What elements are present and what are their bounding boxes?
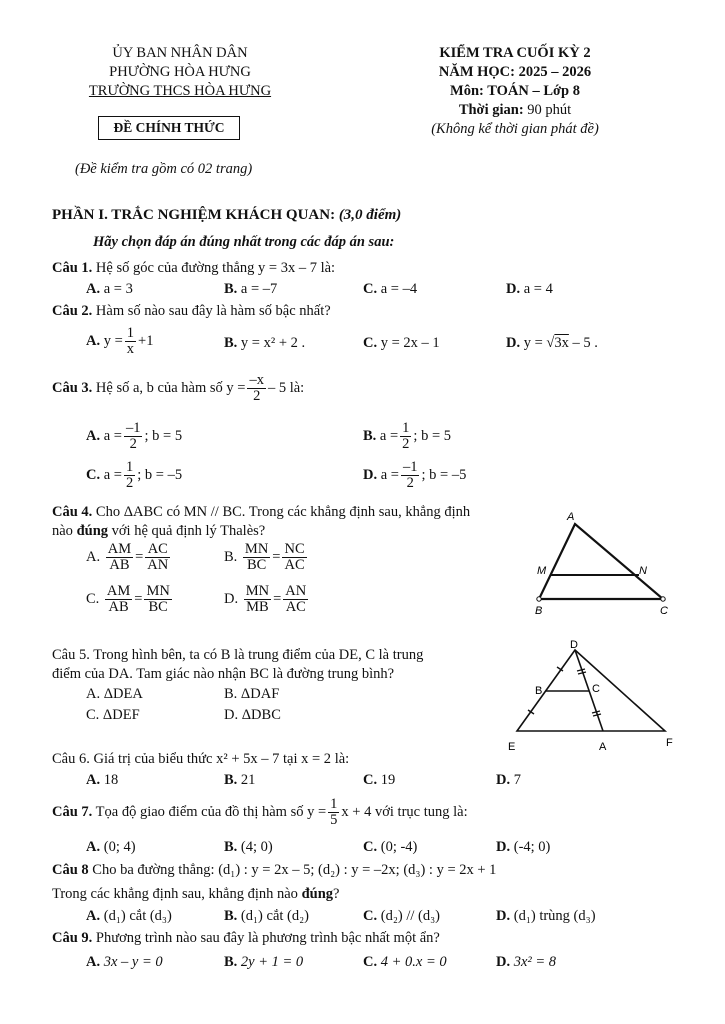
q9-option-a[interactable]: A. 3x – y = 0	[86, 954, 163, 970]
q8-option-d[interactable]: D. (d₁) trùng (d₃)	[496, 908, 596, 924]
q9-stem: Câu 9. Phương trình nào sau đây là phương trình bậc nhất một ẩn?	[52, 930, 440, 946]
tick-dc-1	[577, 669, 585, 671]
label-d: D	[570, 640, 578, 651]
q6-option-d[interactable]: D. 7	[496, 772, 521, 788]
authority-line-2: PHƯỜNG HÒA HƯNG	[109, 64, 251, 80]
label-c: C	[660, 605, 668, 617]
pages-note: (Đề kiểm tra gồm có 02 trang)	[75, 161, 253, 177]
label-a: A	[567, 511, 575, 523]
q3-stem: Câu 3. Hệ số a, b của hàm số y = $\frac{-x}{2}$ – 5 là:	[52, 372, 305, 405]
q1-option-d[interactable]: D. a = 4	[506, 281, 553, 297]
q3-option-a[interactable]: A. a = $\frac{-1}{2}$ ; b = 5	[86, 420, 183, 453]
q1-option-c[interactable]: C. a = –4	[363, 281, 418, 297]
q3-option-b[interactable]: B. a = $\frac{1}{2}$ ; b = 5	[363, 420, 452, 453]
q4-triangle-figure	[525, 506, 685, 626]
label-e: E	[508, 741, 516, 753]
part1-title: PHẦN I. TRẮC NGHIỆM KHÁCH QUAN: (3,0 điểm)	[52, 207, 402, 223]
q5-option-b[interactable]: B. ΔDAF	[224, 686, 280, 702]
label-m: M	[537, 565, 547, 577]
label-b: B	[535, 685, 543, 697]
q1-stem: Câu 1. Hệ số góc của đường thẳng y = 3x – 7 là:	[52, 260, 336, 276]
q2-option-b[interactable]: B. y = x² + 2 .	[224, 335, 306, 351]
q7-option-b[interactable]: B. (4; 0)	[224, 839, 273, 855]
q6-stem: Câu 6. Giá trị của biểu thức x² + 5x – 7 tại x = 2 là:	[52, 751, 350, 767]
q2-option-d[interactable]: D. y = √3x – 5 .	[506, 335, 598, 351]
q8-question: Trong các khẳng định sau, khẳng định nào đúng?	[52, 886, 340, 902]
school-name: TRƯỜNG THCS HÒA HƯNG	[88, 83, 272, 99]
q6-option-b[interactable]: B. 21	[224, 772, 256, 788]
q4-option-a[interactable]: A. $\frac{AM}{AB}$ = $\frac{AC}{AN}$	[86, 541, 169, 574]
point-c-marker	[661, 597, 665, 601]
q5-triangle-figure	[500, 640, 690, 760]
q7-stem: Câu 7. Tọa độ giao điểm của đồ thị hàm số y = $\frac{1}{5}$ x + 4 với trục tung là:	[52, 796, 468, 829]
q4-stem: Câu 4. Cho ΔABC có MN // BC. Trong các khẳng định sau, khẳng định nào đúng với hệ quả định lý Thalès?	[52, 504, 471, 539]
q6-option-c[interactable]: C. 19	[363, 772, 396, 788]
header-right	[400, 44, 630, 139]
q3-option-d[interactable]: D. a = $\frac{-1}{2}$ ; b = –5	[363, 459, 467, 492]
q8-stem: Câu 8 Cho ba đường thẳng: (d₁) : y = 2x – 5; (d₂) : y = –2x; (d₃) : y = 2x + 1	[52, 862, 497, 878]
q7-option-d[interactable]: D. (-4; 0)	[496, 839, 551, 855]
tick-dc-2	[578, 672, 586, 674]
q7-option-c[interactable]: C. (0; -4)	[363, 839, 418, 855]
official-badge: ĐỀ CHÍNH THỨC	[98, 116, 240, 140]
label-c: C	[592, 683, 600, 695]
label-n: N	[639, 565, 647, 577]
subject: Môn: TOÁN – Lớp 8	[450, 83, 580, 99]
tick-ca-1	[592, 711, 600, 713]
q8-option-c[interactable]: C. (d₂) // (d₃)	[363, 908, 440, 924]
q9-option-d[interactable]: D. 3x² = 8	[496, 954, 557, 970]
q1-option-a[interactable]: A. a = 3	[86, 281, 133, 297]
time-note: (Không kể thời gian phát đề)	[431, 121, 599, 137]
q8-option-a[interactable]: A. (d₁) cắt (d₃)	[86, 908, 172, 924]
q4-option-b[interactable]: B. $\frac{MN}{BC}$ = $\frac{NC}{AC}$	[224, 541, 305, 574]
q8-option-b[interactable]: B. (d₁) cắt (d₂)	[224, 908, 309, 924]
q2-option-c[interactable]: C. y = 2x – 1	[363, 335, 440, 351]
part1-instruction: Hãy chọn đáp án đúng nhất trong các đáp án sau:	[93, 234, 395, 250]
q5-option-a[interactable]: A. ΔDEA	[86, 686, 143, 702]
school-year: NĂM HỌC: 2025 – 2026	[438, 64, 592, 80]
point-b-marker	[537, 597, 541, 601]
q6-option-a[interactable]: A. 18	[86, 772, 119, 788]
q9-option-c[interactable]: C. 4 + 0.x = 0	[363, 954, 447, 970]
q4-option-c[interactable]: C. $\frac{AM}{AB}$ = $\frac{MN}{BC}$	[86, 583, 170, 616]
authority-line-1: ỦY BAN NHÂN DÂN	[112, 45, 248, 61]
q4-option-d[interactable]: D. $\frac{MN}{MB}$ = $\frac{AN}{AC}$	[224, 583, 307, 616]
q5-option-c[interactable]: C. ΔDEF	[86, 707, 140, 723]
q5-option-d[interactable]: D. ΔDBC	[224, 707, 281, 723]
q9-option-b[interactable]: B. 2y + 1 = 0	[224, 954, 304, 970]
header-left	[70, 44, 290, 101]
label-f: F	[666, 737, 673, 749]
q3-option-c[interactable]: C. a = $\frac{1}{2}$ ; b = –5	[86, 459, 183, 492]
q2-stem: Câu 2. Hàm số nào sau đây là hàm số bậc nhất?	[52, 303, 331, 319]
q5-stem: Câu 5. Trong hình bên, ta có B là trung điểm của DE, C là trung điểm của DA. Tam giác nào nhận BC là đường trung bình?	[52, 647, 424, 682]
q2-option-a[interactable]: A. y = $\frac{1}{x}$ +1	[86, 325, 154, 358]
label-b: B	[535, 605, 543, 617]
triangle-abc	[539, 524, 663, 599]
time: Thời gian: 90 phút	[458, 102, 572, 118]
label-a: A	[599, 741, 607, 753]
exam-title: KIỂM TRA CUỐI KỲ 2	[439, 45, 591, 61]
q1-option-b[interactable]: B. a = –7	[224, 281, 278, 297]
q7-option-a[interactable]: A. (0; 4)	[86, 839, 136, 855]
tick-ca-2	[593, 714, 601, 716]
